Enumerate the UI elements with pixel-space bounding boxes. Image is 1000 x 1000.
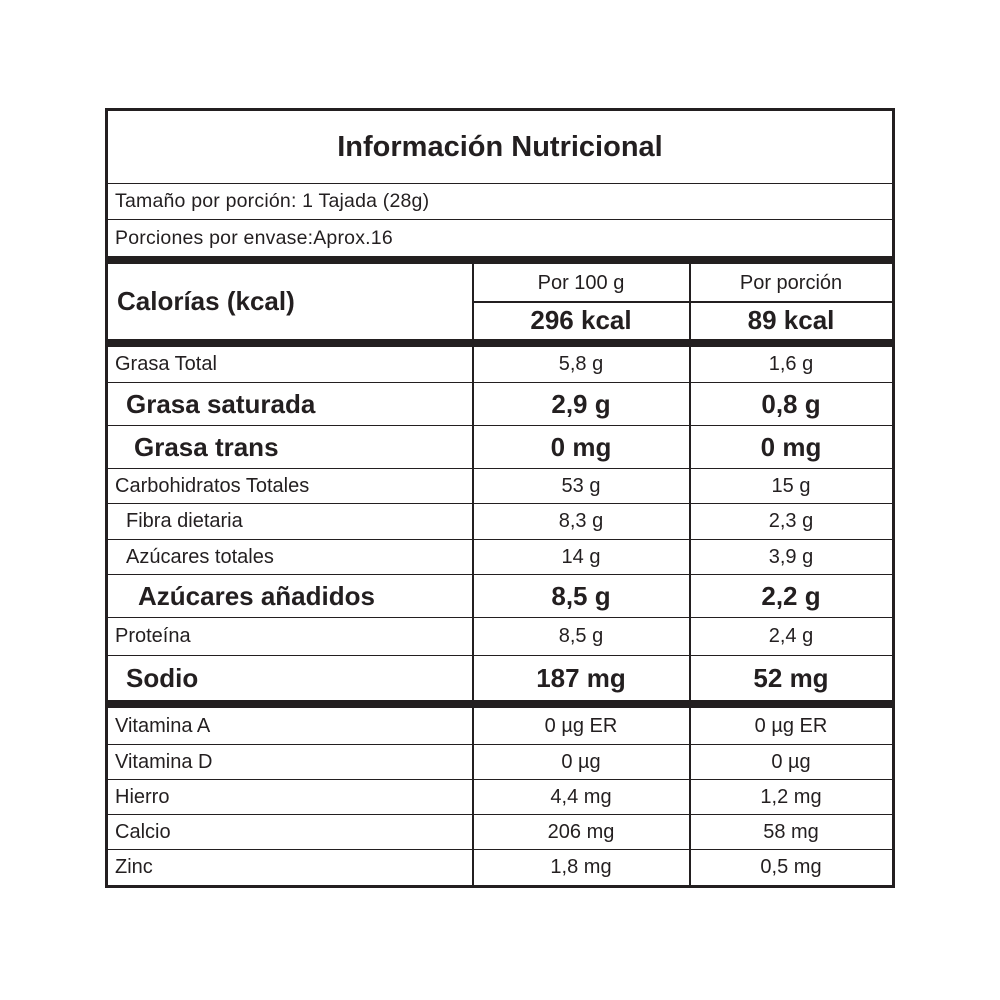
nutrient-name: Sodio (126, 662, 199, 693)
calories-label: Calorías (kcal) (117, 286, 295, 316)
nutrient-name: Carbohidratos Totales (115, 474, 310, 497)
column-divider (689, 264, 691, 339)
vitamin-name: Vitamina A (115, 714, 211, 737)
label-title: Información Nutricional (108, 111, 892, 184)
calories-section (108, 264, 892, 339)
nutrient-name: Grasa saturada (126, 388, 316, 419)
thick-divider (108, 339, 892, 347)
nutrient-row-grasa-saturada (108, 383, 892, 426)
mineral-row-zinc (108, 850, 892, 885)
value-per-100g: 4,4 mg (550, 785, 612, 808)
value-per-100g: 53 g (561, 474, 601, 497)
thick-divider (108, 256, 892, 264)
calories-per-serving: 89 kcal (747, 305, 835, 335)
value-per-100g: 5,8 g (558, 353, 604, 375)
vitamin-row-d (108, 745, 892, 780)
nutrient-row-azucares-totales (108, 540, 892, 575)
mineral-row-hierro (108, 780, 892, 815)
nutrient-row-grasa-trans (108, 426, 892, 469)
nutrient-row-azucares-anadidos (108, 575, 892, 618)
value-per-100g: 206 mg (547, 820, 615, 843)
value-per-100g: 0 µg ER (544, 714, 618, 737)
value-per-serving: 1,2 mg (760, 785, 822, 808)
value-per-100g: 14 g (561, 545, 601, 568)
nutrition-facts-label (105, 108, 895, 888)
value-per-serving: 3,9 g (768, 545, 814, 568)
value-per-serving: 0 µg (771, 750, 811, 773)
value-per-serving: 0,5 mg (760, 856, 822, 878)
value-per-serving: 52 mg (753, 662, 829, 693)
value-per-serving: 2,2 g (761, 580, 821, 611)
value-per-serving: 0,8 g (761, 388, 821, 419)
mineral-row-calcio (108, 815, 892, 850)
column-header-per-serving: Por porción (739, 271, 843, 294)
value-per-serving: 0 µg ER (754, 714, 828, 737)
value-per-100g: 8,3 g (558, 510, 604, 532)
nutrients-table (108, 347, 892, 700)
nutrient-name: Grasa trans (134, 431, 279, 462)
value-per-100g: 0 mg (550, 431, 612, 462)
value-per-100g: 1,8 mg (550, 856, 612, 878)
value-per-100g: 8,5 g (551, 580, 611, 611)
column-header-per-100g: Por 100 g (537, 271, 625, 294)
nutrient-name: Azúcares totales (126, 545, 274, 568)
vitamin-name: Vitamina D (115, 750, 213, 773)
vitamins-table (108, 708, 892, 885)
servings-per-container: Porciones por envase:Aprox.16 (115, 226, 393, 249)
value-per-100g: 8,5 g (558, 625, 604, 647)
value-per-serving: 15 g (771, 474, 811, 497)
vitamin-name: Hierro (115, 785, 170, 808)
vitamin-name: Zinc (115, 856, 153, 878)
thick-divider (108, 700, 892, 708)
nutrient-row-fibra (108, 504, 892, 540)
column-divider (472, 264, 474, 339)
value-per-100g: 0 µg (561, 750, 601, 773)
value-per-serving: 1,6 g (768, 353, 814, 375)
value-per-100g: 187 mg (536, 662, 626, 693)
value-per-serving: 0 mg (760, 431, 822, 462)
serving-size: Tamaño por porción: 1 Tajada (28g) (108, 184, 892, 220)
vitamin-row-a (108, 708, 892, 745)
nutrient-name: Proteína (115, 625, 191, 647)
nutrient-row-sodio (108, 656, 892, 700)
nutrient-row-carbohidratos (108, 469, 892, 504)
nutrient-name: Fibra dietaria (126, 510, 243, 532)
value-per-serving: 2,3 g (768, 510, 814, 532)
value-per-serving: 2,4 g (768, 625, 814, 647)
nutrient-name: Azúcares añadidos (138, 580, 375, 611)
nutrient-name: Grasa Total (115, 353, 217, 375)
vitamin-name: Calcio (115, 820, 171, 843)
nutrient-row-proteina (108, 618, 892, 656)
nutrient-row-grasa-total (108, 347, 892, 383)
calories-per-100g: 296 kcal (530, 305, 632, 335)
value-per-serving: 58 mg (763, 820, 819, 843)
value-per-100g: 2,9 g (551, 388, 611, 419)
